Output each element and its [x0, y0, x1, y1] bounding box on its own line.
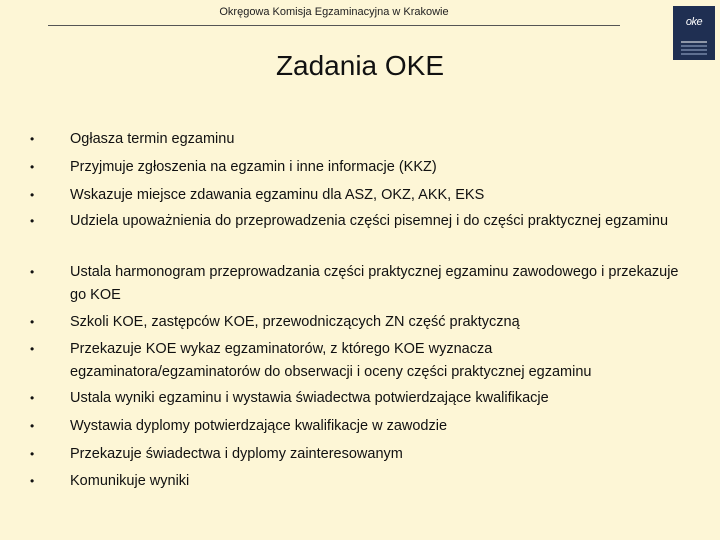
list-item: [30, 210, 680, 233]
header-organization: Okręgowa Komisja Egzaminacyjna w Krakowie: [219, 6, 449, 18]
list-item: [30, 387, 680, 410]
bullet-icon: •: [30, 160, 35, 174]
list-item-text: Komunikuje wyniki: [70, 473, 190, 489]
list-item-text: Przyjmuje zgłoszenia na egzamin i inne informacje (KKZ): [70, 159, 437, 175]
list-item-text: Wystawia dyplomy potwierdzające kwalifikacje w zawodzie: [70, 418, 448, 434]
bullet-icon: •: [30, 342, 35, 356]
list-item: [30, 128, 680, 151]
bullet-icon: •: [30, 188, 35, 202]
list-item-text: Ustala harmonogram przeprowadzania części praktycznej egzaminu zawodowego i przekazuje go KOE: [70, 264, 679, 303]
list-item: [30, 338, 680, 384]
list-item-text: Ogłasza termin egzaminu: [70, 131, 235, 147]
list-item: [30, 261, 680, 307]
list-item: [30, 470, 680, 493]
list-item-text: Udziela upoważnienia do przeprowadzenia części pisemnej i do części praktycznej egzaminu: [70, 213, 669, 229]
list-item-text: Przekazuje świadectwa i dyplomy zainteresowanym: [70, 446, 403, 462]
list-item: [30, 311, 680, 334]
list-item-text: Ustala wyniki egzaminu i wystawia świadectwa potwierdzające kwalifikacje: [70, 390, 549, 406]
bullet-icon: •: [30, 447, 35, 461]
bullet-icon: •: [30, 132, 35, 146]
list-item: [30, 156, 680, 179]
list-item-text: Szkoli KOE, zastępców KOE, przewodniczących ZN część praktyczną: [70, 314, 520, 330]
oke-logo-text: oke: [685, 16, 703, 28]
list-item-text: Przekazuje KOE wykaz egzaminatorów, z którego KOE wyznacza egzaminatora/egzaminatorów do obserwacji i oceny części praktycznej egzaminu: [70, 341, 592, 380]
bullet-icon: •: [30, 265, 35, 279]
bullet-icon: •: [30, 214, 35, 228]
list-item: [30, 184, 680, 207]
list-item: [30, 415, 680, 438]
bullet-icon: •: [30, 419, 35, 433]
slide-title: Zadania OKE: [275, 50, 445, 81]
bullet-icon: •: [30, 474, 35, 488]
list-item: [30, 443, 680, 466]
header-divider: [48, 25, 620, 26]
bullet-icon: •: [30, 315, 35, 329]
list-item-text: Wskazuje miejsce zdawania egzaminu dla ASZ, OKZ, AKK, EKS: [70, 187, 485, 203]
bullet-icon: •: [30, 391, 35, 405]
